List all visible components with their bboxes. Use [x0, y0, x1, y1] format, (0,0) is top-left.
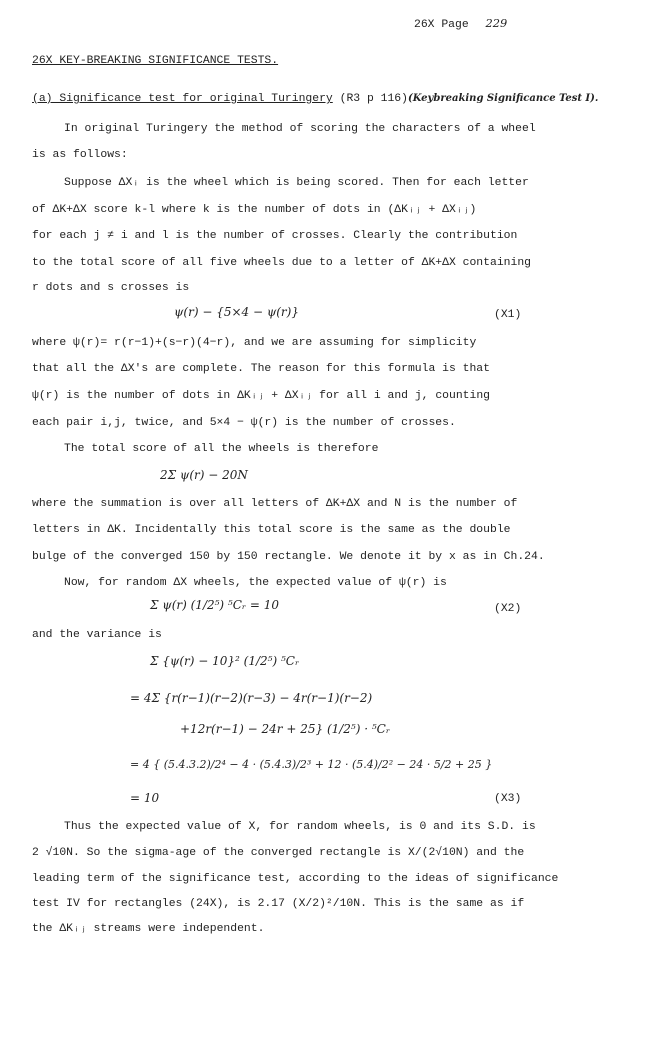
p8-line-4: test IV for rectangles (24X), is 2.17 (X/2)²/10N. This is the same as if: [32, 898, 525, 910]
p5-line-1: where the summation is over all letters of ΔK+ΔX and N is the number of: [32, 498, 518, 510]
equation-x2: Σ ψ(r) (1/2⁵) ⁵Cᵣ = 10: [150, 598, 280, 612]
p8-line-1: Thus the expected value of X, for random wheels, is 0 and its S.D. is: [64, 821, 536, 833]
subsection-annotation: (Keybreaking Significance Test I).: [407, 93, 599, 104]
p8-line-3: leading term of the significance test, according to the ideas of significance: [32, 873, 559, 885]
p3-line-1: where ψ(r)= r(r−1)+(s−r)(4−r), and we are assuming for simplicity: [32, 337, 477, 349]
p1-line-2: is as follows:: [32, 149, 128, 161]
p2-line-5: r dots and s crosses is: [32, 282, 190, 294]
variance-line-1: Σ {ψ(r) − 10}² (1/2⁵) ⁵Cᵣ: [150, 654, 300, 668]
equation-x2-label: (X2): [494, 603, 522, 615]
page-header-label: 26X Page: [414, 19, 469, 31]
p3-line-3: ψ(r) is the number of dots in ΔKᵢⱼ + ΔXᵢⱼ for all i and j, counting: [32, 390, 491, 402]
variance-line-2: = 4Σ {r(r−1)(r−2)(r−3) − 4r(r−1)(r−2): [130, 691, 373, 705]
p1-line-1: In original Turingery the method of scoring the characters of a wheel: [64, 123, 536, 135]
p7: and the variance is: [32, 629, 162, 641]
equation-x1: ψ(r) − {5×4 − ψ(r)}: [174, 305, 299, 319]
p3-line-4: each pair i,j, twice, and 5×4 − ψ(r) is the number of crosses.: [32, 417, 456, 429]
p5-line-2: letters in ΔK. Incidentally this total score is the same as the double: [32, 524, 511, 536]
p8-line-5: the ΔKᵢⱼ streams were independent.: [32, 923, 265, 935]
p2-line-2: of ΔK+ΔX score k-l where k is the number of dots in (ΔKᵢⱼ + ΔXᵢⱼ): [32, 204, 477, 216]
equation-x3-label: (X3): [494, 793, 522, 805]
p3-line-2: that all the ΔX's are complete. The reason for this formula is that: [32, 363, 490, 375]
page-number: 229: [485, 16, 508, 30]
p8-line-2: 2 √10N. So the sigma-age of the converged rectangle is X/(2√10N) and the: [32, 847, 525, 859]
section-title: 26X KEY-BREAKING SIGNIFICANCE TESTS.: [32, 55, 279, 67]
p4: The total score of all the wheels is therefore: [64, 443, 379, 455]
variance-line-4: = 4 { (5.4.3.2)/2⁴ − 4 · (5.4.3)/2³ + 12 · (5.4)/2² − 24 · 5/2 + 25 }: [130, 758, 493, 771]
p6: Now, for random ΔX wheels, the expected value of ψ(r) is: [64, 577, 447, 589]
p2-line-3: for each j ≠ i and l is the number of crosses. Clearly the contribution: [32, 230, 518, 242]
subsection-heading: [32, 92, 598, 106]
variance-line-5: = 10: [130, 791, 160, 805]
equation-x1-label: (X1): [494, 309, 522, 321]
p2-line-1: Suppose ΔXᵢ is the wheel which is being scored. Then for each letter: [64, 177, 529, 189]
p5-line-3: bulge of the converged 150 by 150 rectangle. We denote it by x as in Ch.24.: [32, 551, 545, 563]
subsection-ref: (R3 p 116): [339, 93, 408, 105]
variance-line-3: +12r(r−1) − 24r + 25} (1/2⁵) · ⁵Cᵣ: [180, 722, 391, 736]
p2-line-4: to the total score of all five wheels due to a letter of ΔK+ΔX containing: [32, 257, 531, 269]
equation-total-score: 2Σ ψ(r) − 20N: [160, 468, 248, 482]
page-header: [414, 16, 507, 32]
subsection-label: (a) Significance test for original Turingery: [32, 93, 333, 105]
